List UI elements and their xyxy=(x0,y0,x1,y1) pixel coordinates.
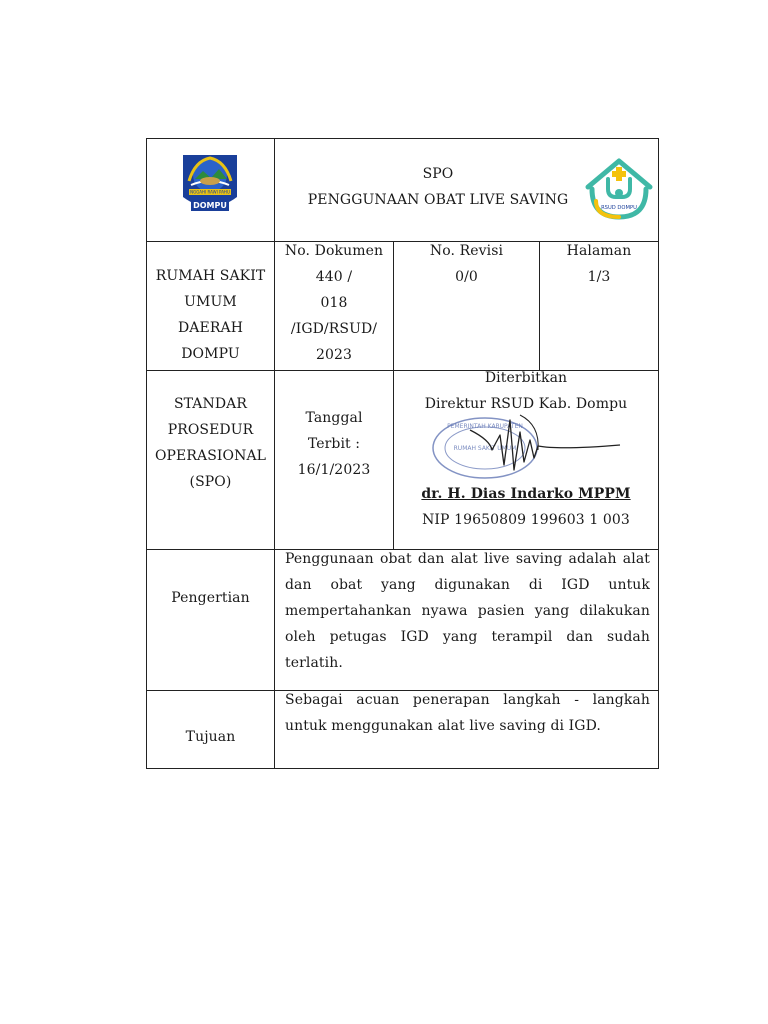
issue-date-line: Tanggal xyxy=(305,410,363,426)
dompu-ribbon-text: NGGAHI RAWI PAHU xyxy=(190,189,230,195)
doc-number-line: /IGD/RSUD/ xyxy=(290,321,378,337)
revision-value: 0/0 xyxy=(455,269,478,285)
stamp-and-signature xyxy=(430,410,630,485)
issue-date-cell xyxy=(274,370,394,550)
definition-text: Penggunaan obat dan alat live saving adalah alat dan obat yang digunakan di IGD untuk mempertahankan nyawa pasien yang dilakukan oleh petugas IGD yang terampil dan sudah terlatih. xyxy=(285,551,650,671)
spo-document xyxy=(146,138,659,769)
institution-line: UMUM xyxy=(184,294,237,310)
institution-cell xyxy=(146,241,275,371)
left-logo-cell xyxy=(146,138,275,242)
sop-line: PROSEDUR xyxy=(167,422,254,438)
document-title: PENGGUNAAN OBAT LIVE SAVING xyxy=(307,192,569,208)
doc-number-line: 018 xyxy=(320,295,348,311)
institution-name xyxy=(147,263,274,367)
page-cell xyxy=(539,241,659,371)
doc-number-line: 440 / xyxy=(315,269,353,285)
rsud-dompu-logo xyxy=(582,157,656,223)
issuer-position: Direktur RSUD Kab. Dompu xyxy=(424,396,628,412)
institution-line: RUMAH SAKIT xyxy=(155,268,266,284)
purpose-text: Sebagai acuan penerapan langkah - langkah untuk menggunakan alat live saving di IGD. xyxy=(285,692,650,734)
spo-label: SPO xyxy=(422,166,454,182)
dompu-logo-caption: DOMPU xyxy=(193,201,227,210)
page-label: Halaman xyxy=(566,243,632,259)
purpose-heading-cell xyxy=(146,690,275,769)
stamp-inner-text: RUMAH SAKIT UMUM xyxy=(453,445,517,452)
page-value: 1/3 xyxy=(587,269,611,285)
revision-label: No. Revisi xyxy=(429,243,504,259)
dompu-regency-logo xyxy=(177,151,243,217)
doc-number-line: 2023 xyxy=(315,347,353,363)
sop-line: OPERASIONAL xyxy=(154,448,267,464)
sop-line: (SPO) xyxy=(189,474,232,490)
issue-date-line: Terbit : xyxy=(307,436,361,452)
institution-line: DOMPU xyxy=(181,346,240,362)
rsud-logo-caption: RSUD DOMPU xyxy=(601,205,637,211)
sop-line: STANDAR xyxy=(173,396,248,412)
purpose-body-cell xyxy=(274,690,659,769)
doc-number-cell xyxy=(274,241,394,371)
institution-line: DAERAH xyxy=(177,320,243,336)
purpose-heading: Tujuan xyxy=(185,729,236,745)
issuer-label: Diterbitkan xyxy=(484,370,568,386)
title-cell xyxy=(274,138,659,242)
definition-heading: Pengertian xyxy=(171,590,250,606)
definition-heading-cell xyxy=(146,549,275,691)
definition-body-cell xyxy=(274,549,659,691)
issue-date-line: 16/1/2023 xyxy=(297,462,371,478)
issuer-nip: NIP 19650809 199603 1 003 xyxy=(422,512,630,528)
stamp-text: PEMERINTAH KABUPATEN xyxy=(447,423,523,430)
issuer-name: dr. H. Dias Indarko MPPM xyxy=(421,486,631,502)
doc-number-label: No. Dokumen xyxy=(284,243,384,259)
sop-cell xyxy=(146,370,275,550)
revision-cell xyxy=(393,241,540,371)
